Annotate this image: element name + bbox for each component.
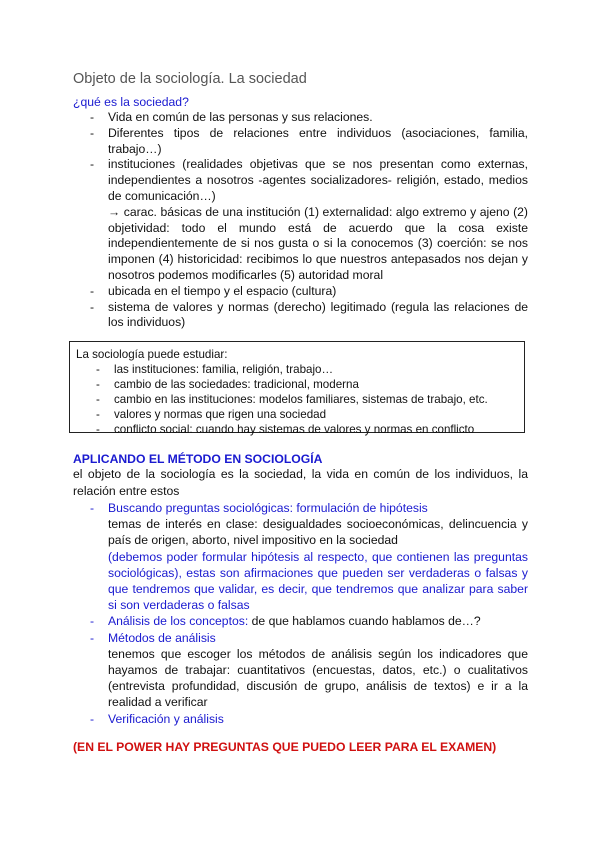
study-topics-list [76, 363, 518, 438]
method-step [90, 500, 528, 613]
step-label: - Buscando preguntas sociológicas: formulación de hipótesis [108, 501, 428, 515]
step-text: tenemos que escoger los métodos de análisis según los indicadores que hayamos de trabajar: cuantitativos (encuestas, datos, etc.) o cualitativos (entrevista profundidad, discusión de grupo, análisis de textos) e ir a la realidad a verificar [108, 646, 528, 710]
method-step [90, 711, 528, 727]
method-heading: APLICANDO EL MÉTODO EN SOCIOLOGÍA [73, 452, 323, 466]
step-text: temas de interés en clase: desigualdades socioeconómicas, delincuencia y país de origen, aborto, nivel impositivo en la sociedad [108, 517, 528, 548]
method-step [90, 630, 528, 711]
step-label: - Métodos de análisis [108, 630, 216, 645]
study-topics-box [69, 341, 525, 436]
box-heading: La sociología puede estudiar: [76, 348, 228, 361]
step-note: (debemos poder formular hipótesis al respecto, que contienen las preguntas sociológicas), estas son afirmaciones que pueden ser verdaderas o falsas y que tendremos que validar, es decir, que tendremos que analizar para saber si son verdaderas o falsas [108, 549, 528, 613]
institution-characteristics: → carac. básicas de una institución (1) externalidad: algo extremo y ajeno (2) objetividad: todo el mundo está de acuerdo que la cosa existe independientemente de si nos gusta o si la conocemos (3) coerción: se nos imponen (4) historicidad: recibimos lo que nuestros antepasados nos dejan y nosotros podemos modificarles (5) autoridad moral [108, 204, 528, 282]
step-label: Análisis de los conceptos: [108, 614, 249, 629]
list-item: - instituciones (realidades objetivas que se nos presentan como externas, independientes a nosotros -agentes socializadores- religión, estado, medios de comunicación…) [90, 157, 528, 204]
society-definition-list [90, 110, 528, 331]
list-item: - conflicto social: cuando hay sistemas de valores y normas en conflicto [76, 423, 518, 438]
exam-note: (EN EL POWER HAY PREGUNTAS QUE PUEDO LEER PARA EL EXAMEN) [73, 740, 497, 754]
step-inline-text: de que hablamos cuando hablamos de…? [248, 614, 481, 629]
list-item: - valores y normas que rigen una sociedad [76, 408, 518, 423]
list-item: - Vida en común de las personas y sus relaciones. [90, 110, 528, 126]
list-item: - cambio en las instituciones: modelos familiares, sistemas de trabajo, etc. [76, 393, 518, 408]
method-intro: el objeto de la sociología es la sociedad, la vida en común de los individuos, la relación entre estos [73, 467, 528, 498]
method-step [90, 613, 528, 629]
list-item: - sistema de valores y normas (derecho) legitimado (regula las relaciones de los individuos) [90, 300, 528, 332]
list-item: - cambio de las sociedades: tradicional, moderna [76, 378, 518, 393]
step-label: - Verificación y análisis [108, 711, 224, 726]
list-item: - las instituciones: familia, religión, trabajo… [76, 363, 518, 378]
method-steps-list [90, 500, 528, 727]
page-title: Objeto de la sociología. La sociedad [73, 71, 307, 87]
section-question: ¿qué es la sociedad? [73, 95, 189, 109]
list-item: - ubicada en el tiempo y el espacio (cultura) [90, 284, 528, 300]
list-item: - Diferentes tipos de relaciones entre individuos (asociaciones, familia, trabajo…) [90, 126, 528, 158]
